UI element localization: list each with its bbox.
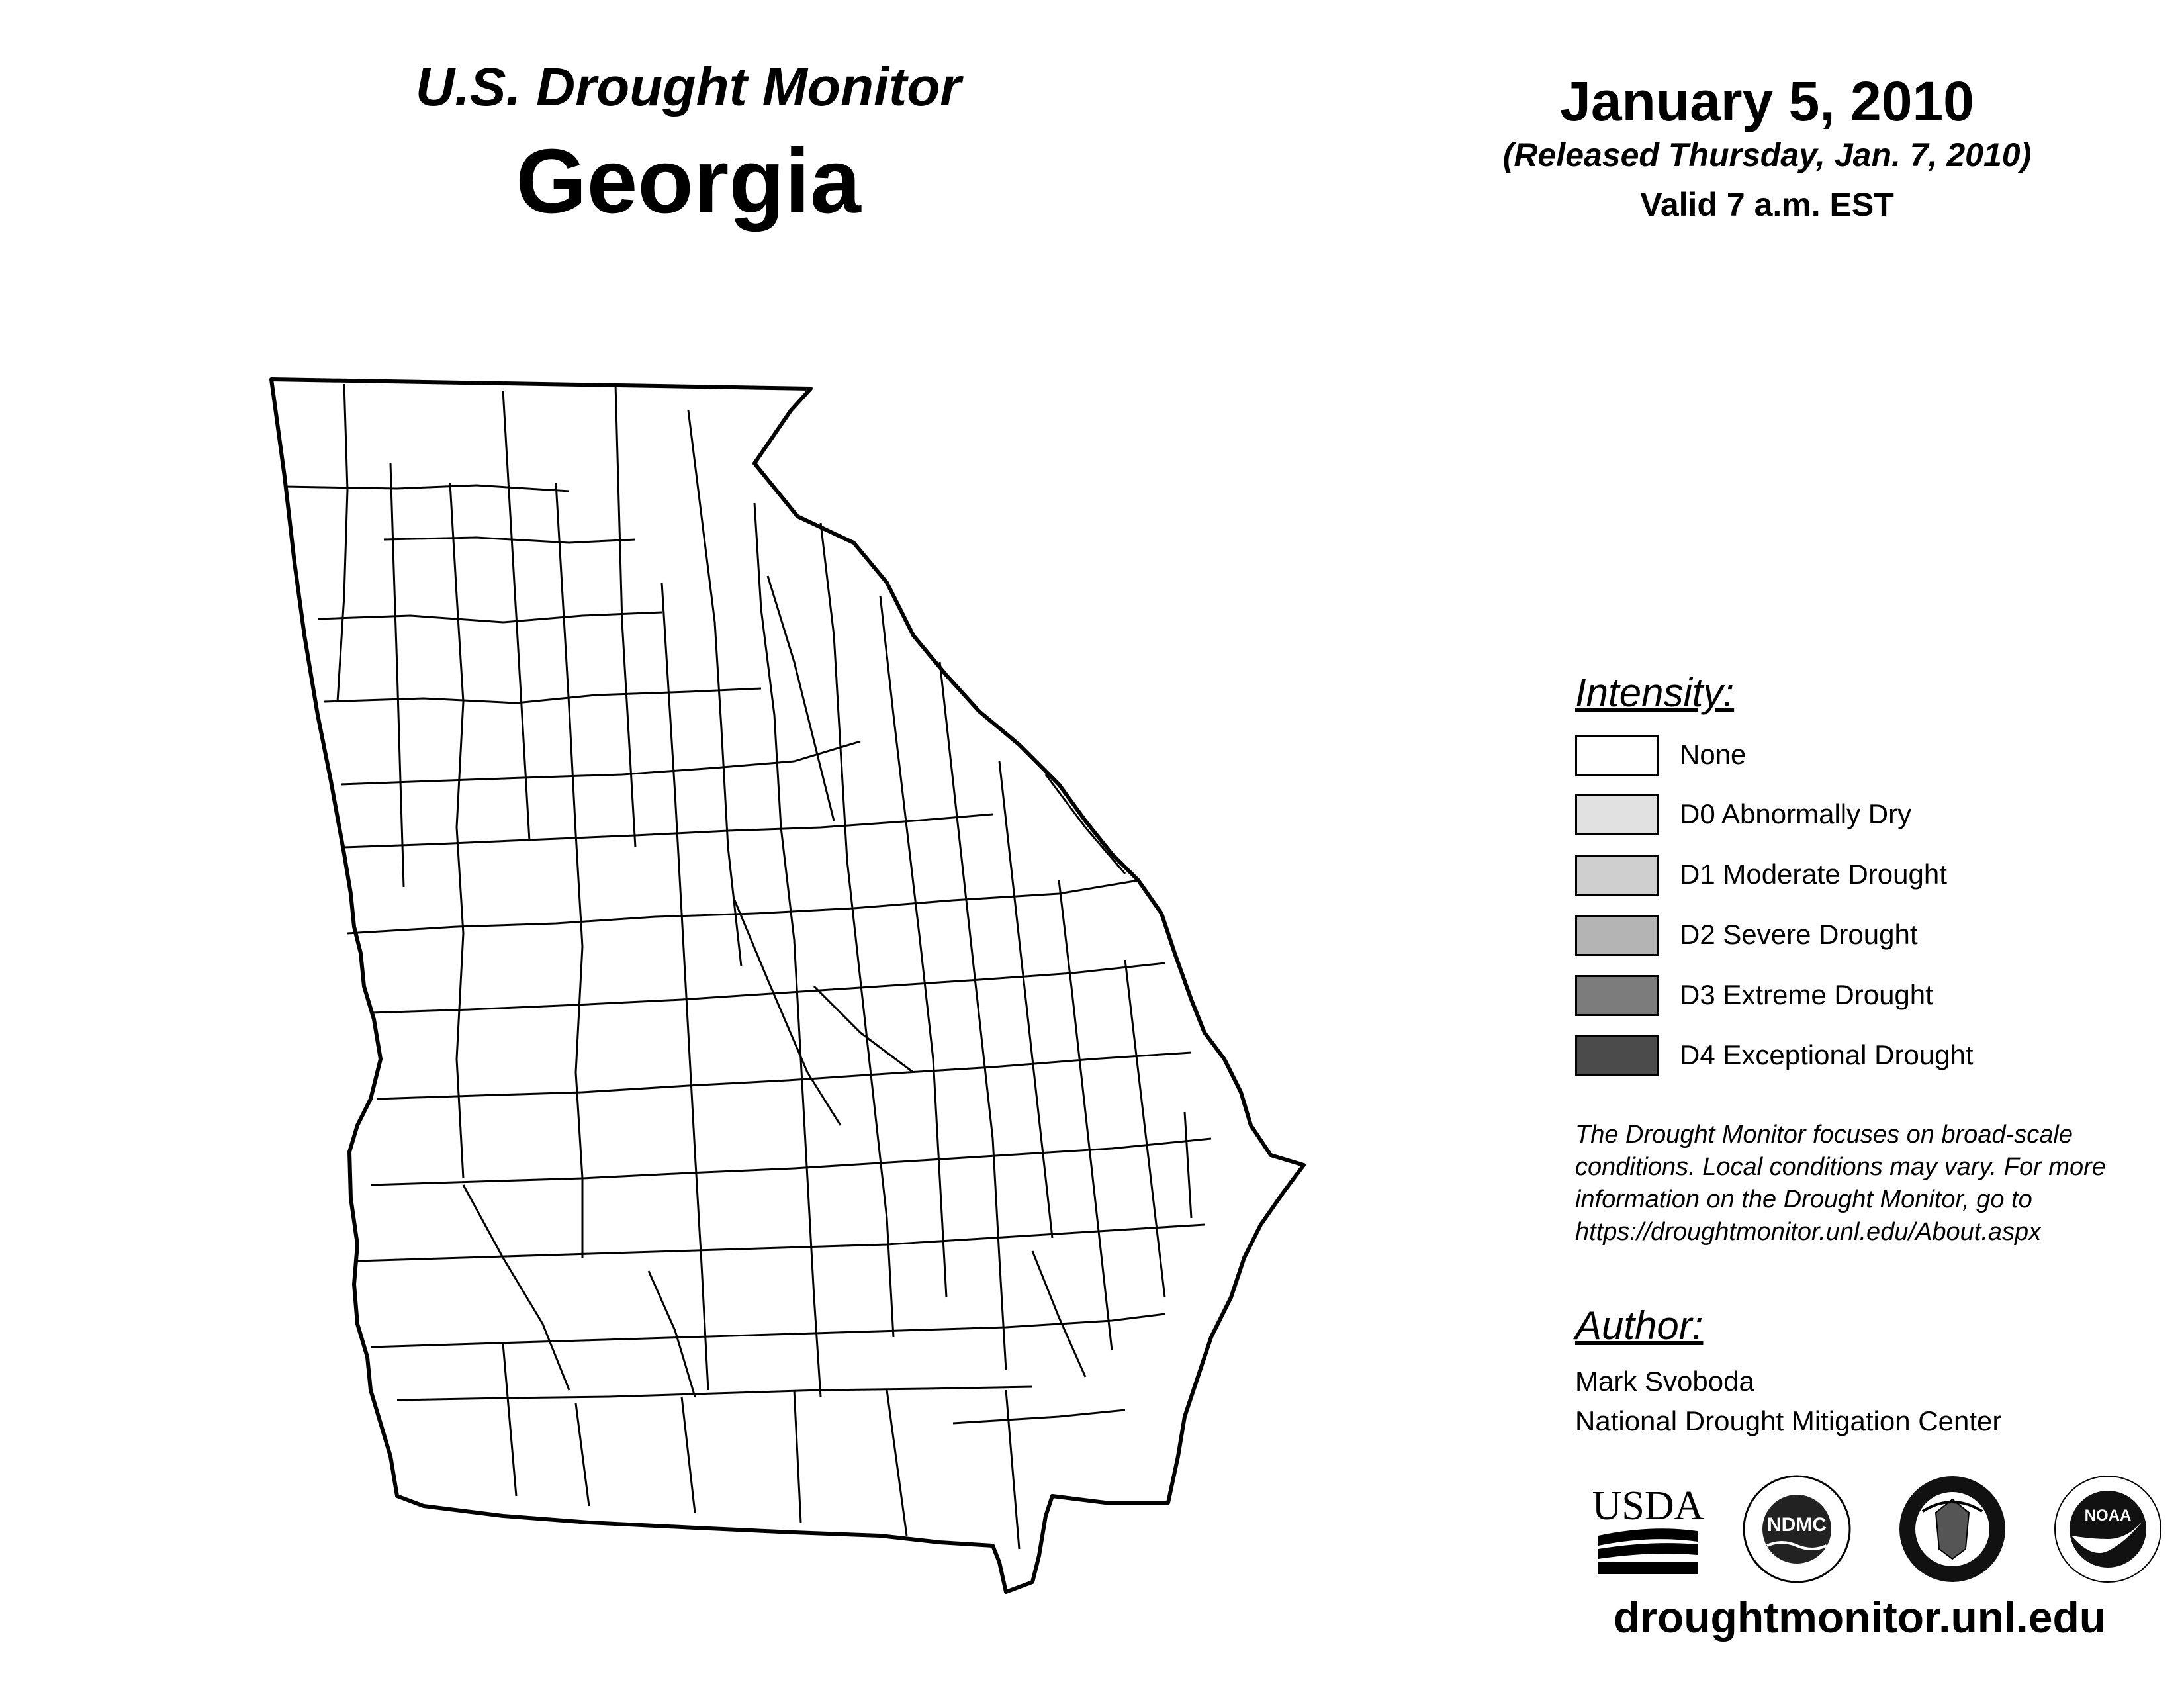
ndmc-logo bbox=[1741, 1473, 1853, 1585]
commerce-seal-logo bbox=[1896, 1473, 2009, 1585]
note-line: The Drought Monitor focuses on broad-scale bbox=[1575, 1121, 2073, 1149]
svg-text:USDA: USDA bbox=[1592, 1483, 1704, 1528]
legend-swatch bbox=[1575, 855, 1659, 896]
svg-text:NOAA: NOAA bbox=[2084, 1507, 2132, 1524]
noaa-logo bbox=[2052, 1473, 2164, 1585]
author-organization: National Drought Mitigation Center bbox=[1575, 1405, 2002, 1436]
legend-swatch bbox=[1575, 915, 1659, 956]
legend-label: D4 Exceptional Drought bbox=[1680, 1039, 1974, 1070]
map-date: January 5, 2010 bbox=[1560, 70, 1974, 132]
usda-logo bbox=[1592, 1473, 1704, 1585]
legend-label: D0 Abnormally Dry bbox=[1680, 798, 1912, 829]
legend-label: D1 Moderate Drought bbox=[1680, 859, 1947, 890]
note-line: information on the Drought Monitor, go to bbox=[1575, 1186, 2032, 1213]
note-url[interactable]: https://droughtmonitor.unl.edu/About.aspx bbox=[1575, 1218, 2042, 1246]
legend-swatch bbox=[1575, 1035, 1659, 1076]
note-line: conditions. Local conditions may vary. For more bbox=[1575, 1153, 2106, 1181]
legend-swatch bbox=[1575, 794, 1659, 835]
website-link[interactable]: droughtmonitor.unl.edu bbox=[1613, 1593, 2107, 1642]
release-date: (Released Thursday, Jan. 7, 2010) bbox=[1502, 136, 2032, 173]
disclaimer-note bbox=[1575, 1119, 2171, 1248]
state-title: Georgia bbox=[516, 130, 861, 232]
map-title: U.S. Drought Monitor bbox=[415, 57, 962, 117]
legend-swatch bbox=[1575, 975, 1659, 1016]
legend-label: D2 Severe Drought bbox=[1680, 919, 1918, 950]
county-boundaries bbox=[285, 384, 1211, 1549]
legend-swatch bbox=[1575, 735, 1659, 776]
legend-label: D3 Extreme Drought bbox=[1680, 979, 1933, 1010]
legend-label: None bbox=[1680, 739, 1747, 770]
legend-title: Intensity: bbox=[1575, 671, 1735, 715]
author-name: Mark Svoboda bbox=[1575, 1366, 1754, 1397]
author-heading: Author: bbox=[1575, 1303, 1704, 1348]
state-outline bbox=[271, 379, 1304, 1592]
valid-time: Valid 7 a.m. EST bbox=[1640, 186, 1894, 223]
svg-text:NDMC: NDMC bbox=[1767, 1514, 1827, 1536]
